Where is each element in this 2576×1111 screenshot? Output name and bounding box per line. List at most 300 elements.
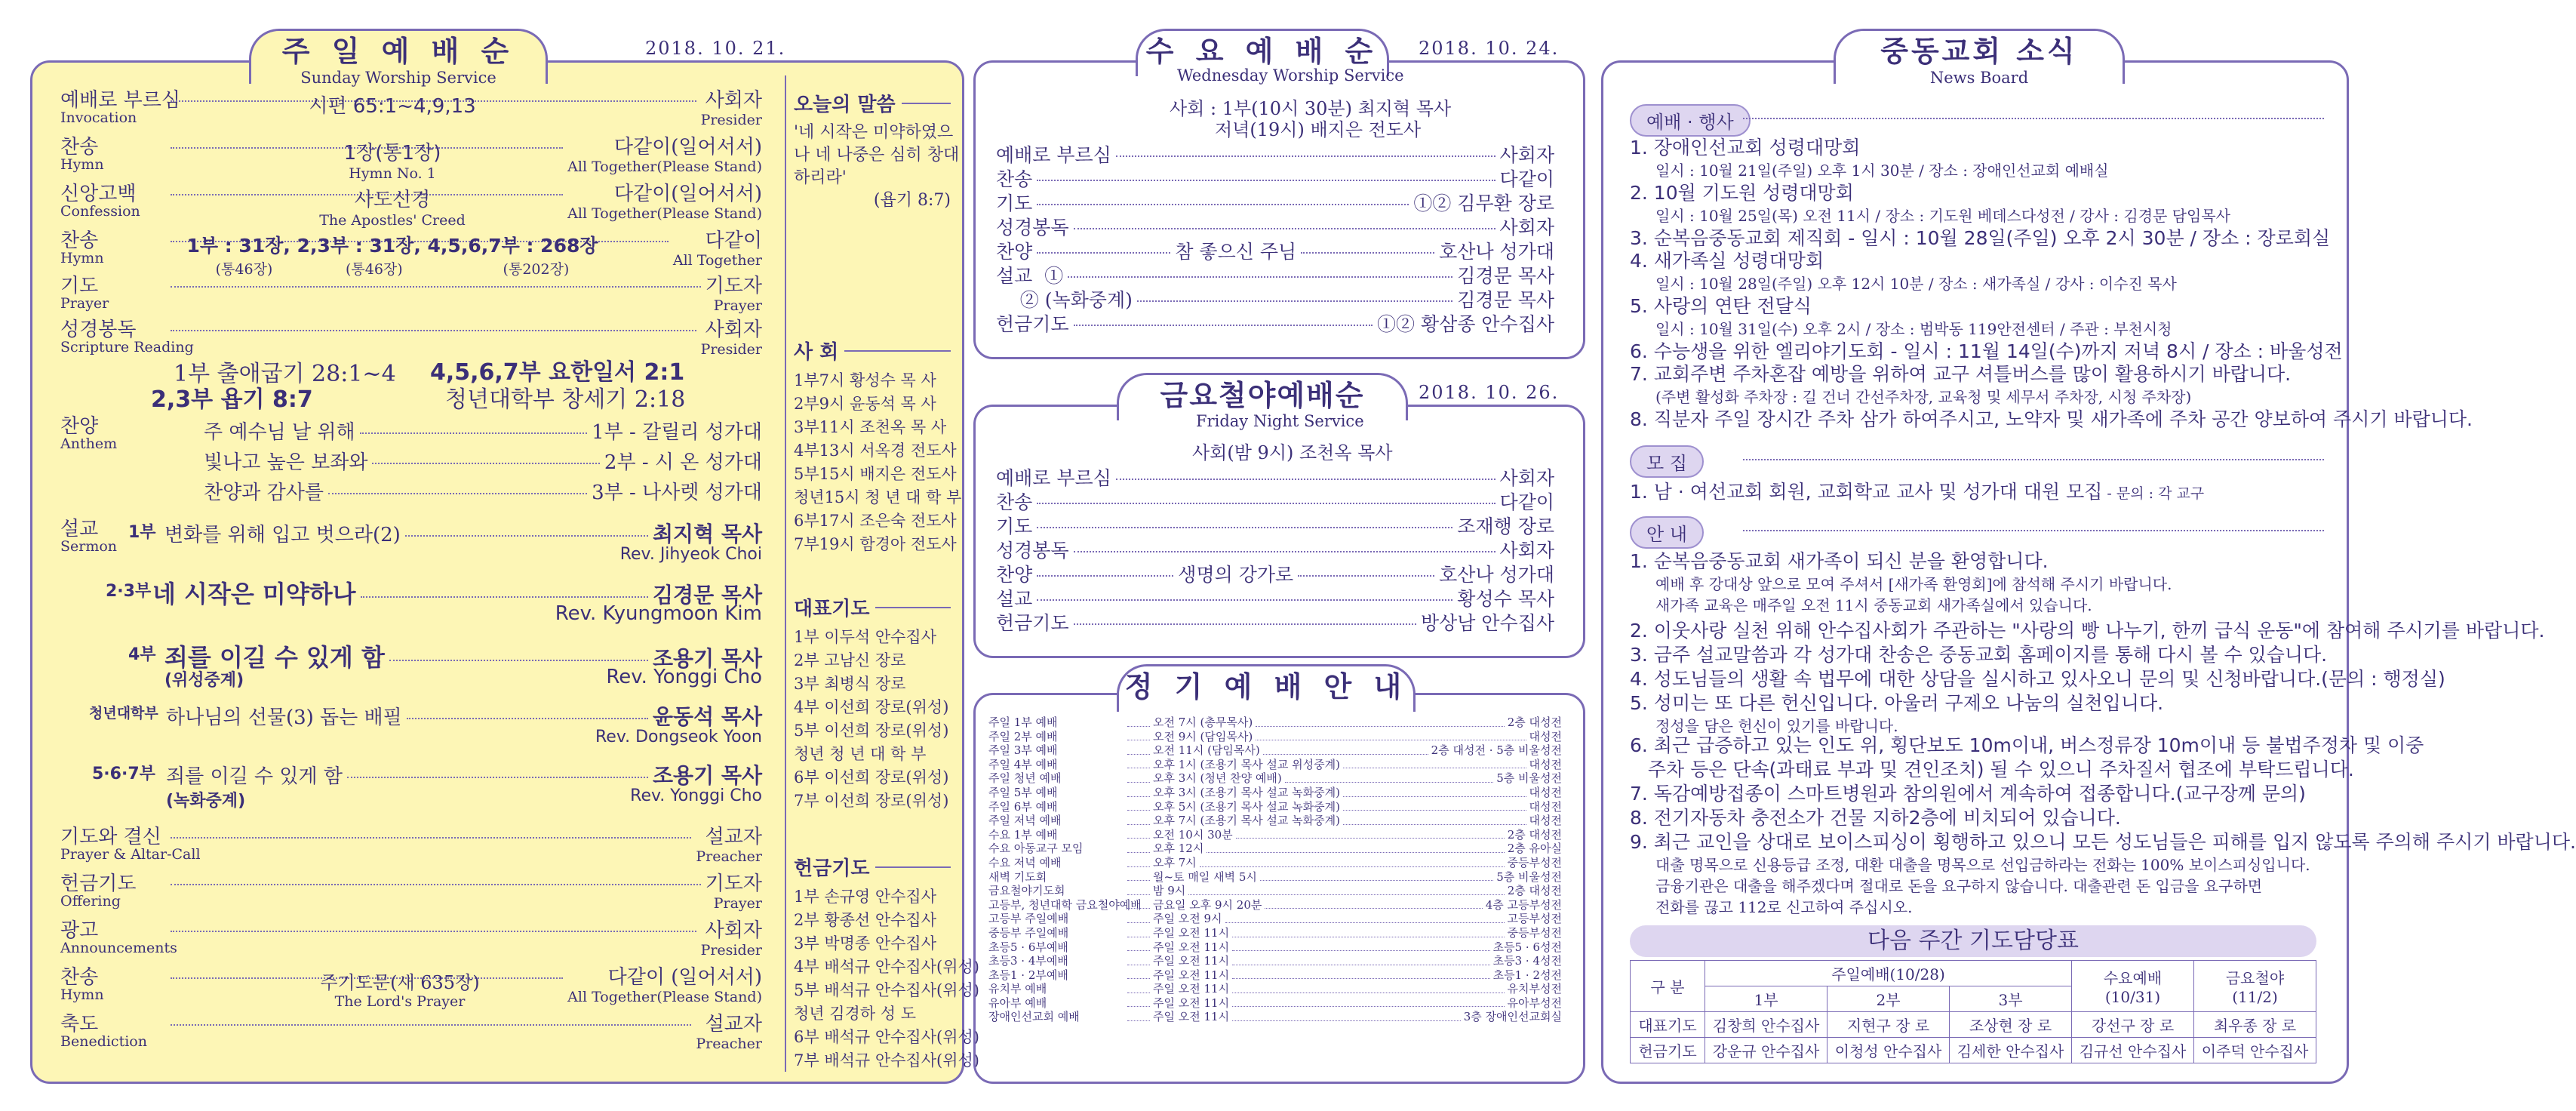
- schedule-place: 5층 비울성전: [1496, 771, 1562, 786]
- anthem-title: 찬양과 감사를: [204, 482, 324, 504]
- order-label-ko: 찬송: [60, 136, 99, 158]
- offering-prayer-list: [794, 853, 979, 1073]
- schedule-name: 주일 6부 예배: [988, 799, 1058, 814]
- news-notice-title: 8. 전기자동차 충전소가 건물 지하2층에 비치되어 있습니다.: [1630, 807, 2121, 829]
- section-notice: 안 내: [1630, 516, 1704, 549]
- service-row: [996, 536, 1554, 563]
- schedule-time: 주일 오전 11시: [1153, 940, 1230, 954]
- service-role: 조재행 장로: [1457, 515, 1554, 537]
- leader-dots: [1301, 252, 1434, 254]
- service-role: ①② 황삼종 안수집사: [1377, 313, 1554, 335]
- service-row: [996, 608, 1554, 636]
- offering-item: 3부 박명종 안수집사: [794, 934, 936, 953]
- reading-3: 2,3부 욥기 8:7: [151, 386, 313, 413]
- leader-dots: [1127, 937, 1150, 952]
- order-role-en: Preacher: [696, 1036, 762, 1052]
- anthem-label-en: Anthem: [60, 435, 118, 452]
- schedule-place: 유치부성전: [1507, 982, 1562, 996]
- service-row: [996, 584, 1554, 611]
- schedule-row: [988, 1010, 1562, 1024]
- leader-dots: [171, 837, 691, 839]
- sermon-row: [166, 759, 762, 789]
- prayer-cell: 이청성 안수집사: [1827, 1038, 1950, 1063]
- news-notice-item: [1630, 691, 2163, 737]
- news-event-title: 8. 직분자 주일 장시간 주차 삼가 하여주시고, 노약자 및 새가족에 주차 공간 양보하여 주시기 바랍니다.: [1630, 408, 2473, 430]
- leader-dots: [1127, 979, 1150, 993]
- service-role: 다같이: [1499, 491, 1554, 513]
- schedule-name: 주일 4부 예배: [988, 757, 1058, 771]
- news-notice-item: [1630, 667, 2445, 691]
- rep-title: 대표기도: [794, 598, 870, 620]
- schedule-place: 초등5 · 6성전: [1492, 940, 1562, 954]
- order-label-ko: 찬송: [60, 229, 99, 252]
- leader-dots: [1260, 867, 1493, 882]
- section-notice-line: [1743, 530, 2324, 531]
- news-event-item: [1630, 294, 2172, 340]
- prayer-cell: 김창희 안수집사: [1705, 1012, 1827, 1038]
- regular-schedule: [988, 716, 1562, 1024]
- order-role-ko: 설교자: [705, 826, 762, 848]
- service-label: 예배로 부르심: [996, 144, 1111, 166]
- order-role-en: Prayer: [713, 895, 762, 912]
- service-label: 기도: [996, 515, 1033, 537]
- schedule-name: 금요철야기도회: [988, 884, 1065, 898]
- host-title: 사 회: [794, 341, 839, 364]
- service-role: 사회자: [1499, 540, 1554, 562]
- order-label-en: Hymn: [60, 156, 104, 173]
- schedule-name: 주일 5부 예배: [988, 785, 1058, 799]
- order-role-en: Presider: [700, 341, 762, 358]
- schedule-time: 오전 7시 (총무목사): [1153, 716, 1253, 729]
- leader-dots: [389, 660, 648, 661]
- leader-dots: [1127, 1007, 1150, 1021]
- order-role-ko: 다같이(일어서서): [613, 136, 762, 158]
- leader-dots: [347, 777, 648, 778]
- anthem-row: [204, 417, 762, 445]
- news-event-title: 4. 새가족실 성령대망회: [1630, 250, 1824, 272]
- service-row: [996, 560, 1554, 587]
- leader-dots: [1232, 965, 1490, 980]
- sunday-subtitle: Sunday Worship Service: [300, 69, 496, 87]
- news-title-tab: [1834, 29, 2125, 87]
- wednesday-leader-1: 사회 : 1부(10시 30분) 최지혁 목사: [1170, 98, 1452, 119]
- order-role-ko: 기도자: [705, 872, 762, 895]
- schedule-time: 오전 9시 (담임목사): [1153, 729, 1253, 743]
- word-ref: (욥기 8:7): [873, 191, 951, 210]
- rep-item: 3부 최병식 장로: [794, 675, 906, 693]
- news-event-detail: 일시 : 10월 31일(수) 오후 2시 / 장소 : 범박동 119안전센터 / 주관 : 부천시청: [1655, 320, 2172, 338]
- news-notice-detail: 정성을 담은 헌신이 있기를 바랍니다.: [1655, 717, 1898, 735]
- leader-dots: [1127, 867, 1150, 882]
- sermon-part: 4부: [128, 645, 156, 664]
- schedule-name: 수요 아동교구 모임: [988, 842, 1084, 856]
- wednesday-leader-2: 저녁(19시) 배지은 전도사: [1215, 119, 1422, 140]
- offering-item: 청년 김경하 성 도: [794, 1005, 917, 1023]
- host-item: 3부11시 조천옥 목 사: [794, 418, 947, 436]
- order-role-en: All Together(Please Stand): [567, 205, 762, 222]
- order-center-sub: (통46장) (통46장) (통202장): [215, 261, 570, 278]
- leader-dots: [1343, 811, 1526, 825]
- offering-item: 6부 배석규 안수집사(위성): [794, 1028, 979, 1046]
- host-item: 2부9시 윤동석 목 사: [794, 395, 936, 413]
- order-center: [0, 184, 785, 229]
- offering-item: 7부 배석규 안수집사(위성): [794, 1051, 979, 1069]
- schedule-place: 3층 장애인선교회실: [1463, 1010, 1562, 1024]
- service-row: [996, 463, 1554, 491]
- order-label-ko: 광고: [60, 919, 99, 942]
- schedule-name: 주일 2부 예배: [988, 729, 1058, 743]
- schedule-time: 오후 3시 (조용기 목사 설교 녹화중계): [1153, 785, 1340, 799]
- leader-dots: [1127, 881, 1150, 895]
- service-center: 생명의 강가로: [1178, 564, 1294, 586]
- section-recruit: 모 집: [1630, 445, 1704, 478]
- leader-dots: [1200, 853, 1505, 867]
- friday-title: 금요철야예배순: [1160, 379, 1365, 412]
- order-role: [567, 968, 762, 1007]
- host-item: 1부7시 황성수 목 사: [794, 371, 936, 389]
- news-notice-detail: 대출 명목으로 신용등급 조정, 대환 대출을 명목으로 선입금하라는 전화는 100% 보이스피싱입니다.: [1655, 856, 2310, 874]
- order-role: [701, 921, 762, 960]
- order-label-ko: 예배로 부르심: [60, 89, 180, 112]
- order-label-ko: 신앙고백: [60, 183, 137, 205]
- leader-dots: [1127, 768, 1150, 783]
- leader-dots: [1127, 727, 1150, 741]
- leader-dots: [1127, 825, 1150, 839]
- news-notice-item: [1630, 782, 2306, 806]
- order-label-en: Announcements: [60, 940, 177, 956]
- service-role: 호산나 성가대: [1439, 564, 1554, 586]
- host-item: 7부19시 함경아 전도사: [794, 535, 957, 553]
- host-item: 6부17시 조은숙 전도사: [794, 512, 957, 530]
- leader-dots: [1037, 599, 1452, 601]
- anthem-choir: 1부 - 갈릴리 성가대: [592, 421, 762, 444]
- leader-dots: [1225, 909, 1505, 923]
- sunday-divider: [785, 75, 786, 1072]
- leader-dots: [1127, 853, 1150, 867]
- news-notice-detail: 새가족 교육은 매주일 오전 11시 중동교회 새가족실에서 있습니다.: [1655, 596, 2092, 614]
- news-notice-item: [1630, 549, 2172, 616]
- leader-dots: [1343, 783, 1526, 797]
- leader-dots: [1232, 923, 1504, 937]
- schedule-name: 초등1 · 2부예배: [988, 968, 1068, 982]
- preacher-ko: 김경문 목사: [653, 583, 762, 608]
- news-notice-title: 9. 최근 교인을 상대로 보이스피싱이 횡행하고 있으니 모든 성도님들은 피해를 입지 않도록 주의해 주시기 바랍니다.: [1630, 831, 2576, 853]
- leader-dots: [1127, 993, 1150, 1008]
- sermon-part: 2·3부: [106, 582, 152, 601]
- news-event-title: 7. 교회주변 주차혼잡 예방을 위하여 교구 셔틀버스를 많이 활용하시기 바랍니다.: [1630, 363, 2292, 385]
- news-notice-title: 2. 이웃사랑 실천 위해 안수집사회가 주관하는 "사랑의 빵 나누기, 한끼 급식 운동"에 참여해 주시기를 바랍니다.: [1630, 620, 2545, 642]
- schedule-place: 2층 유아실: [1507, 842, 1562, 856]
- prayer-row-representative: [1631, 1012, 2316, 1038]
- schedule-name: 초등3 · 4부예배: [988, 954, 1068, 968]
- prayer-cell: 김세한 안수집사: [1950, 1038, 2072, 1063]
- schedule-name: 중등부 주일예배: [988, 925, 1069, 940]
- recruit-item: 1. 남 · 여선교회 회원, 교회학교 교사 및 성가대 대원 모집 - 문의 : 각 교구: [1630, 481, 2205, 503]
- schedule-place: 대성전: [1529, 814, 1562, 828]
- order-row: [60, 827, 762, 866]
- anthem-title: 주 예수님 날 위해: [204, 421, 355, 444]
- service-role: 방상남 안수집사: [1421, 612, 1554, 634]
- rep-item: 7부 이선희 장로(위성): [794, 792, 949, 810]
- prayer-cell: 대표기도: [1631, 1012, 1705, 1038]
- sermon-part: 5·6·7부: [92, 765, 155, 783]
- order-label: [60, 826, 201, 863]
- anthem-choir: 3부 - 나사렛 성가대: [592, 482, 762, 504]
- leader-dots: [360, 432, 587, 434]
- order-center-sub: The Lord's Prayer: [334, 993, 466, 1010]
- leader-dots: [1137, 300, 1452, 302]
- news-event-title: 6. 수능생을 위한 엘리야기도회 - 일시 : 11월 14일(수)까지 저녁 8시 / 장소 : 바울성전: [1630, 340, 2343, 362]
- schedule-time: 월~토 매일 새벽 5시: [1153, 869, 1257, 884]
- service-label: 찬송: [996, 491, 1033, 513]
- news-notice-title: 4. 성도님들의 생활 속 법무에 대한 상담을 실시하고 있사오니 문의 및 신청바랍니다.(문의 : 행정실): [1630, 668, 2445, 690]
- service-label: ② (녹화중계): [996, 289, 1133, 311]
- news-title: 중동교회 소식: [1880, 35, 2078, 68]
- leader-dots: [1265, 895, 1482, 909]
- schedule-time: 오전 10시 30분: [1153, 827, 1233, 842]
- rep-item: 2부 고남신 장로: [794, 651, 906, 669]
- leader-dots: [1232, 993, 1504, 1008]
- order-role-ko: 사회자: [705, 319, 762, 341]
- order-role-ko: 기도자: [705, 275, 762, 297]
- news-event-item: [1630, 226, 2330, 251]
- schedule-place: 초등1 · 2성전: [1492, 968, 1562, 982]
- sermon-title: 네 시작은 미약하나: [152, 580, 356, 608]
- schedule-name: 수요 저녁 예배: [988, 855, 1062, 869]
- schedule-time: 주일 오전 11시: [1153, 1010, 1230, 1024]
- order-role: [701, 320, 762, 359]
- schedule-place: 4층 고등부성전: [1485, 897, 1562, 912]
- leader-dots: [1256, 727, 1526, 741]
- schedule-name: 유치부 예배: [988, 982, 1047, 996]
- news-notice-title: 6. 최근 급증하고 있는 인도 위, 횡단보도 10m이내, 버스정류장 10m이내 등 불법주정차 및 이중: [1630, 734, 2424, 756]
- order-center-main: 사도신경: [354, 189, 431, 211]
- news-notice-item: [1630, 806, 2121, 830]
- sermon-row: [166, 700, 762, 731]
- sermon-part: 1부: [128, 523, 156, 542]
- rep-item: 청년 청 년 대 학 부: [794, 745, 927, 763]
- preacher-ko: 윤동석 목사: [653, 704, 762, 729]
- schedule-place: 대성전: [1529, 729, 1562, 743]
- wednesday-subtitle: Wednesday Worship Service: [1177, 66, 1404, 85]
- leader-dots: [171, 931, 696, 932]
- service-label: 헌금기도: [996, 612, 1069, 634]
- schedule-place: 중등부성전: [1507, 855, 1562, 869]
- service-row: [996, 165, 1554, 192]
- rep-item: 1부 이두석 안수집사: [794, 628, 936, 646]
- service-role: 황성수 목사: [1457, 588, 1554, 610]
- order-role-en: Preacher: [696, 848, 762, 865]
- leader-dots: [1188, 881, 1504, 895]
- order-label-ko: 성경봉독: [60, 319, 137, 341]
- leader-dots: [1074, 623, 1416, 625]
- order-role: [705, 874, 762, 913]
- news-notice-detail: 전화를 끊고 112로 신고하여 주십시오.: [1655, 898, 1913, 916]
- order-label-ko: 기도와 결신: [60, 826, 161, 848]
- service-label: 예배로 부르심: [996, 467, 1111, 489]
- service-role: 다같이: [1499, 168, 1554, 190]
- order-role-ko: 다같이(일어서서): [613, 183, 762, 205]
- schedule-time: 주일 오전 11시: [1153, 968, 1230, 982]
- order-center-main: 1부 : 31장, 2,3부 : 31장, 4,5,6,7부 : 268장: [186, 235, 598, 257]
- leader-dots: [1127, 755, 1150, 769]
- service-role: 사회자: [1499, 217, 1554, 239]
- schedule-place: 2층 대성전: [1507, 884, 1562, 898]
- offering-item: 4부 배석규 안수집사(위성): [794, 958, 979, 976]
- service-role: 김경문 목사: [1457, 265, 1554, 287]
- news-notice-title: 주차 등은 단속(과태료 부과 및 견인조치) 될 수 있으니 주차질서 협조에 부탁드립니다.: [1630, 759, 2354, 780]
- order-role-ko: 설교자: [705, 1013, 762, 1036]
- preacher-en: Rev. Yonggi Cho: [606, 666, 762, 688]
- schedule-time: 오후 7시: [1153, 855, 1197, 869]
- news-event-title: 5. 사랑의 연탄 전달식: [1630, 295, 1812, 317]
- leader-dots: [171, 286, 701, 288]
- news-event-item: [1630, 181, 2230, 226]
- leader-dots: [1298, 575, 1434, 577]
- schedule-name: 주일 청년 예배: [988, 771, 1062, 786]
- rep-prayer-list: [794, 593, 951, 813]
- word-line: 나 네 나중은 심히 창대: [794, 146, 960, 165]
- schedule-name: 고등부 주일예배: [988, 912, 1069, 926]
- leader-dots: [1127, 797, 1150, 811]
- news-event-detail: 일시 : 10월 28일(주일) 오후 12시 10분 / 장소 : 새가족실 / 강사 : 이수진 목사: [1655, 275, 2177, 293]
- prayer-cell: 김규선 안수집사: [2072, 1038, 2194, 1063]
- preacher-en: Rev. Dongseok Yoon: [595, 728, 762, 746]
- anthem-label: [60, 417, 117, 451]
- service-center: 참 좋으신 주님: [1175, 241, 1297, 263]
- section-events: 예배 · 행사: [1630, 104, 1751, 137]
- leader-dots: [1127, 923, 1150, 937]
- news-notice-item: [1630, 643, 2327, 667]
- preacher-en: Rev. Kyungmoon Kim: [555, 602, 762, 625]
- order-role-en: Presider: [700, 112, 762, 128]
- preacher-ko: 조용기 목사: [653, 646, 762, 671]
- service-label: 성경봉독: [996, 540, 1069, 562]
- service-row: [996, 285, 1554, 312]
- news-notice-title: 5. 성미는 또 다른 헌신입니다. 아울러 구제오 나눔의 실천입니다.: [1630, 692, 2164, 714]
- anthem-title: 빛나고 높은 보좌와: [204, 451, 368, 474]
- schedule-time: 오후 5시 (조용기 목사 설교 녹화중계): [1153, 799, 1340, 814]
- reading-1: 1부 출애굽기 28:1~4: [174, 361, 396, 387]
- order-label-ko: 찬송: [60, 966, 99, 989]
- schedule-place: 2층 대성전: [1507, 716, 1562, 729]
- prayer-table: 구 분 주일예배(10/28) 수요예배 (10/31) 금요철야 (11/2) 1부 2부 3부 대표기도 김창희 안수집사 지현구 장 로 조상현 장 로 강선구 장 로 최우종 장 로 헌금기도 강운규 안수집사 이청성 안수집사 김세한 안수집사 김규선 안수집사 이주덕 안수집사: [1630, 960, 2316, 1063]
- sunday-title-tab: [249, 29, 548, 87]
- leader-dots: [1232, 1007, 1461, 1021]
- service-label: 찬송: [996, 168, 1033, 190]
- schedule-time: 주일 오전 11시: [1153, 954, 1230, 968]
- offering-item: 2부 황종선 안수집사: [794, 911, 936, 929]
- leader-dots: [1127, 740, 1150, 755]
- leader-dots: [407, 718, 648, 719]
- anthem-label-ko: 찬양: [60, 415, 99, 438]
- schedule-place: 유아부성전: [1507, 996, 1562, 1010]
- service-row: [996, 512, 1554, 539]
- schedule-time: 밤 9시: [1153, 884, 1186, 898]
- order-label-en: Offering: [60, 893, 121, 909]
- order-row: [60, 1014, 762, 1054]
- preacher-en: Rev. Jihyeok Choi: [619, 545, 762, 564]
- offering-item: 1부 손규영 안수집사: [794, 888, 936, 906]
- order-label-ko: 헌금기도: [60, 872, 137, 895]
- anthem-row: [204, 447, 762, 475]
- prayer-cell: 강운규 안수집사: [1705, 1038, 1827, 1063]
- friday-date: 2018. 10. 26.: [1419, 382, 1560, 403]
- order-role: [696, 1014, 762, 1054]
- rep-item: 5부 이선희 장로(위성): [794, 722, 949, 740]
- host-item: 4부13시 서옥경 전도사: [794, 442, 957, 460]
- news-notice-item: [1630, 734, 2424, 758]
- news-event-item: [1630, 362, 2291, 408]
- order-label-en: Benediction: [60, 1033, 147, 1050]
- schedule-name: 주일 1부 예배: [988, 716, 1058, 729]
- service-row: [996, 213, 1554, 240]
- schedule-name: 새벽 기도회: [988, 869, 1047, 884]
- host-list: [794, 337, 962, 556]
- sermon-note: (녹화중계): [166, 792, 246, 811]
- order-role-en: All Together(Please Stand): [567, 989, 762, 1005]
- schedule-name: 초등5 · 6부예배: [988, 940, 1068, 954]
- rep-item: 6부 이선희 장로(위성): [794, 768, 949, 786]
- leader-dots: [1037, 252, 1170, 254]
- news-event-detail: 일시 : 10월 21일(주일) 오후 1시 30분 / 장소 : 장애인선교회 예배실: [1655, 162, 2109, 180]
- leader-dots: [1236, 825, 1505, 839]
- word-text: [794, 122, 960, 189]
- news-event-title: 2. 10월 기도원 성령대망회: [1630, 182, 1854, 204]
- order-role-en: All Together: [672, 252, 762, 269]
- schedule-name: 수요 1부 예배: [988, 827, 1058, 842]
- prayer-cell: 강선구 장 로: [2072, 1012, 2194, 1038]
- leader-dots: [361, 596, 648, 598]
- order-label-ko: 축도: [60, 1013, 99, 1036]
- service-label: 설교 ①: [996, 265, 1064, 287]
- preacher-ko: 최지혁 목사: [653, 522, 762, 546]
- leader-dots: [1127, 951, 1150, 965]
- service-row: [996, 189, 1554, 216]
- service-role: 사회자: [1499, 467, 1554, 489]
- schedule-place: 중등부성전: [1507, 925, 1562, 940]
- news-notice-title: 1. 순복음중동교회 새가족이 되신 분을 환영합니다.: [1630, 550, 2049, 572]
- sermon-title: 죄를 이길 수 있게 함: [164, 643, 385, 672]
- sunday-sidebar: [794, 89, 960, 212]
- prayer-cell: 이주덕 안수집사: [2194, 1038, 2316, 1063]
- leader-dots: [1127, 811, 1150, 825]
- offering-item: 5부 배석규 안수집사(위성): [794, 981, 979, 999]
- order-label-en: Scripture Reading: [60, 339, 194, 355]
- order-center-main: 1장(통1장): [343, 142, 441, 165]
- schedule-name: 유아부 예배: [988, 996, 1047, 1010]
- sermon-part: 청년대학부: [89, 705, 158, 722]
- section-events-line: [1743, 118, 2324, 119]
- schedule-time: 오후 3시 (청년 찬양 예배): [1153, 771, 1282, 786]
- prayer-cell: 최우종 장 로: [2194, 1012, 2316, 1038]
- sermon-label-ko: 설교: [60, 518, 99, 540]
- order-label: [60, 276, 166, 311]
- sermon-title: 하나님의 선물(3) 돕는 배필: [166, 706, 402, 729]
- schedule-time: 오후 7시 (조용기 목사 설교 녹화중계): [1153, 814, 1340, 828]
- prayer-cell: 헌금기도: [1631, 1038, 1705, 1063]
- order-center: [0, 231, 785, 279]
- order-row: [60, 874, 762, 913]
- sunday-title: 주 일 예 배 순: [281, 35, 515, 68]
- news-notice-detail: 예배 후 강대상 앞으로 모여 주셔서 [새가족 환영회]에 참석해 주시기 바랍니다.: [1655, 575, 2172, 593]
- regular-title: 정 기 예 배 안 내: [1124, 670, 1408, 703]
- order-role: [696, 827, 762, 866]
- friday-subtitle: Friday Night Service: [1196, 412, 1364, 430]
- order-label: [60, 919, 177, 956]
- order-label-en: Prayer: [60, 295, 109, 312]
- service-label: 기도: [996, 192, 1033, 214]
